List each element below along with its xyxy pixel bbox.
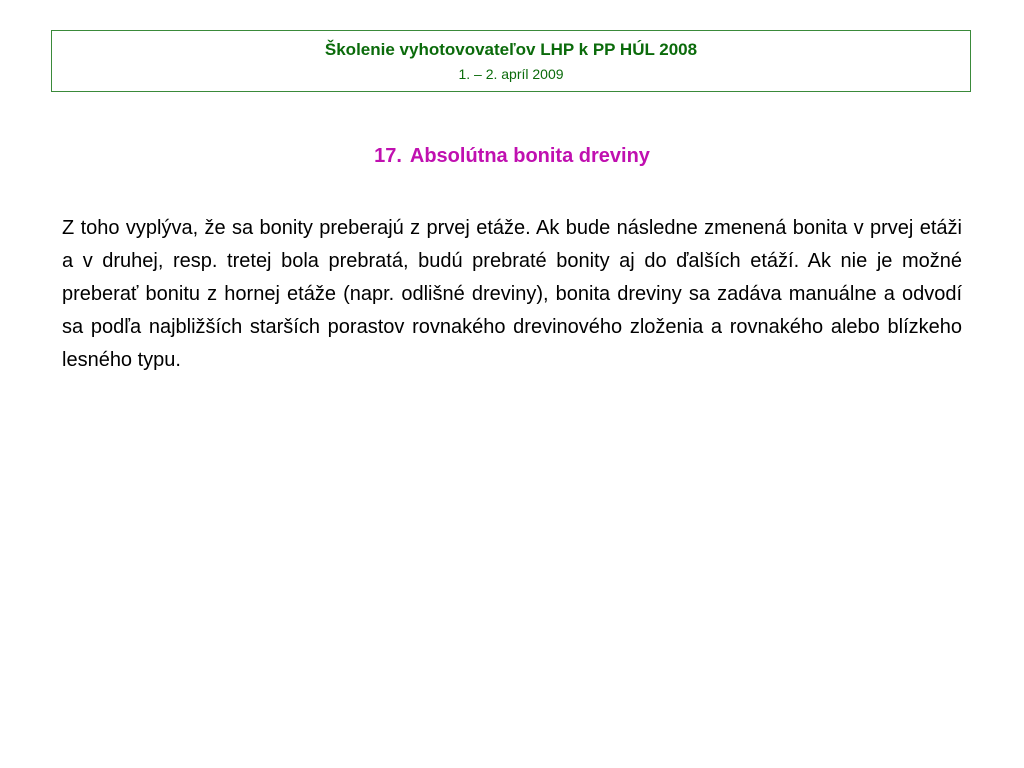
body-paragraph: Z toho vyplýva, že sa bonity preberajú z prvej etáže. Ak bude následne zmenená bonita v prvej etáži a v druhej, resp. tretej bola prebratá, budú prebraté bonity aj do ďalších etáží. Ak nie je možné preberať bonitu z hornej etáže (napr. odlišné dreviny), bonita dreviny sa zadáva manuálne a odvodí sa podľa najbližších starších porastov rovnakého drevinového zloženia a rovnakého alebo blízkeho lesného typu. [62,217,962,371]
header-date: 1. – 2. apríl 2009 [458,66,564,82]
section-number: 17. [374,145,402,167]
header-box [51,30,971,92]
section-title: Absolútna bonita dreviny [409,145,650,167]
section-heading [0,143,1024,169]
header-title: Školenie vyhotovovateľov LHP k PP HÚL 2008 [324,40,698,59]
